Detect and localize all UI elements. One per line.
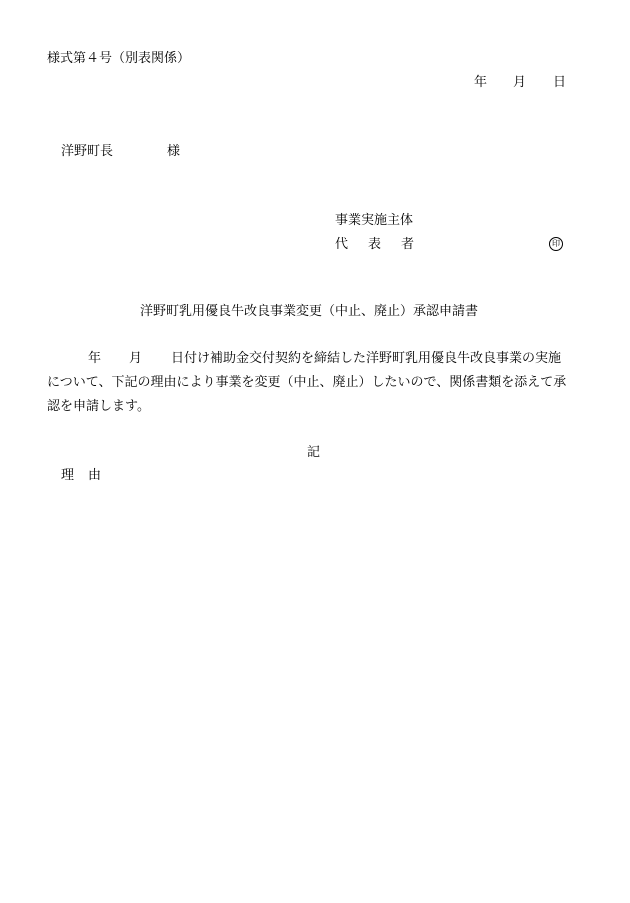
body-month-label: 月 [129,351,143,366]
representative-label-char: 者 [401,237,415,252]
form-label: 様式第４号（別表関係） [47,51,191,66]
applicant-organization-label: 事業実施主体 [335,213,414,228]
date-month-label: 月 [513,75,527,90]
body-line: 日付け補助金交付契約を締結した洋野町乳用優良牛改良事業の実施 [171,351,562,366]
seal-mark-icon: 印 [549,237,563,251]
reason-label-char: 由 [88,468,102,483]
body-line: について、下記の理由により事業を変更（中止、廃止）したいので、関係書類を添えて承 [47,375,567,390]
notes-heading: 記 [307,445,321,460]
document-title: 洋野町乳用優良牛改良事業変更（中止、廃止）承認申請書 [140,304,479,319]
addressee-honorific: 様 [167,144,181,159]
date-day-label: 日 [553,75,567,90]
representative-label-char: 表 [368,237,382,252]
representative-label-char: 代 [335,237,349,252]
addressee-name: 洋野町長 [61,144,114,159]
body-year-label: 年 [88,351,102,366]
body-line: 認を申請します。 [47,399,150,414]
reason-label-char: 理 [61,468,75,483]
date-year-label: 年 [474,75,488,90]
